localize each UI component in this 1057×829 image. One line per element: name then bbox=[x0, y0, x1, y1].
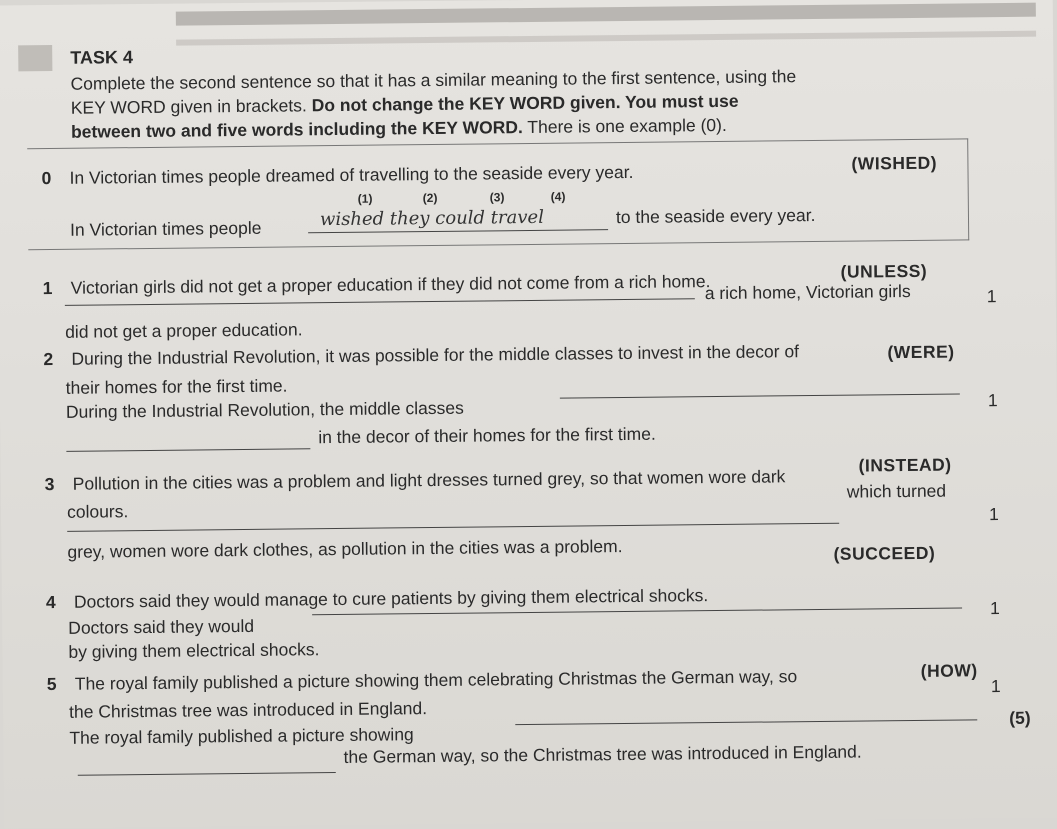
task-title: TASK 4 bbox=[70, 47, 134, 68]
item-4-sentence: Doctors said they would manage to cure patients by giving them electrical shocks. bbox=[73, 585, 709, 612]
item-1-mark: 1 bbox=[986, 286, 997, 307]
item-2-answer-line-2[interactable] bbox=[66, 448, 310, 452]
example-end: to the seaside every year. bbox=[615, 204, 816, 228]
item-2-number: 2 bbox=[43, 348, 54, 370]
item-2-answer-line-1[interactable] bbox=[560, 393, 960, 398]
item-2-start: During the Industrial Revolution, the middle classes bbox=[65, 397, 464, 422]
item-1-ending: did not get a proper education. bbox=[65, 319, 303, 342]
item-4-mark: 1 bbox=[989, 598, 1000, 619]
task-tab-marker bbox=[18, 45, 52, 71]
item-3-number: 3 bbox=[44, 473, 55, 495]
item-5-keyword: (HOW) bbox=[920, 660, 978, 681]
example-sentence: In Victorian times people dreamed of travelling to the seaside every year. bbox=[69, 161, 634, 188]
item-5-number: 5 bbox=[46, 673, 57, 695]
instructions-line-3-bold: between two and five words including the KEY WORD. bbox=[70, 117, 523, 142]
item-2-sentence-line-2: their homes for the first time. bbox=[65, 375, 288, 398]
example-start: In Victorian times people bbox=[69, 217, 262, 240]
item-5-sentence-line-1: The royal family published a picture showing them celebrating Christmas the German way, so bbox=[74, 666, 798, 694]
instructions-line-2-plain: KEY WORD given in brackets. bbox=[70, 95, 312, 118]
item-2-mark: 1 bbox=[987, 390, 998, 411]
example-keyword: (WISHED) bbox=[851, 152, 938, 174]
item-5-mark: 1 bbox=[990, 676, 1001, 697]
item-5-answer-line-2[interactable] bbox=[78, 772, 336, 776]
item-3-sentence-line-2: colours. bbox=[66, 501, 129, 522]
example-word-number-3: (3) bbox=[489, 190, 505, 205]
example-word-number-4: (4) bbox=[550, 189, 566, 204]
item-3-keyword: (INSTEAD) bbox=[858, 454, 952, 476]
item-3-mark: 1 bbox=[988, 504, 999, 525]
item-4-keyword: (SUCCEED) bbox=[833, 542, 936, 564]
item-5-sentence-line-2: the Christmas tree was introduced in England. bbox=[69, 698, 428, 722]
example-word-number-1: (1) bbox=[357, 191, 373, 206]
item-1-number: 1 bbox=[42, 277, 53, 299]
scan-header-strip bbox=[176, 3, 1036, 26]
item-3-continuation: which turned bbox=[846, 480, 947, 502]
item-3-sentence-line-1: Pollution in the cities was a problem and light dresses turned grey, so that women wore dark bbox=[72, 466, 786, 494]
item-1-answer-line[interactable] bbox=[65, 298, 695, 306]
item-1-continuation: a rich home, Victorian girls bbox=[704, 280, 911, 304]
example-word-number-2: (2) bbox=[422, 190, 438, 206]
item-1-sentence: Victorian girls did not get a proper education if they did not come from a rich home. bbox=[70, 271, 711, 298]
item-4-ending: by giving them electrical shocks. bbox=[68, 639, 320, 662]
instructions-line-3 bbox=[71, 114, 727, 143]
item-2-ending: in the decor of their homes for the first time. bbox=[318, 423, 656, 448]
instructions-line-2-bold: Do not change the KEY WORD given. You must use bbox=[311, 90, 739, 116]
item-5-start: The royal family published a picture showing bbox=[69, 724, 414, 748]
example-answer: wished they could travel bbox=[319, 206, 544, 231]
instructions-line-1: Complete the second sentence so that it has a similar meaning to the first sentence, using the bbox=[70, 66, 797, 94]
item-3-ending: grey, women wore dark clothes, as pollution in the cities was a problem. bbox=[67, 536, 623, 562]
item-4-start: Doctors said they would bbox=[68, 615, 255, 638]
item-5-ending: the German way, so the Christmas tree was introduced in England. bbox=[343, 741, 862, 767]
instructions-line-3-plain: There is one example (0). bbox=[522, 114, 727, 138]
item-1-keyword: (UNLESS) bbox=[840, 260, 928, 282]
item-4-number: 4 bbox=[45, 591, 56, 613]
item-5-answer-line-1[interactable] bbox=[515, 719, 977, 725]
item-2-keyword: (WERE) bbox=[887, 341, 955, 363]
item-2-sentence-line-1: During the Industrial Revolution, it was possible for the middle classes to invest in the decor of bbox=[71, 341, 800, 369]
scan-header-strip-lower bbox=[176, 31, 1036, 46]
example-number: 0 bbox=[41, 167, 52, 189]
item-3-answer-line[interactable] bbox=[67, 523, 839, 532]
task-total-marks: (5) bbox=[1009, 707, 1031, 728]
